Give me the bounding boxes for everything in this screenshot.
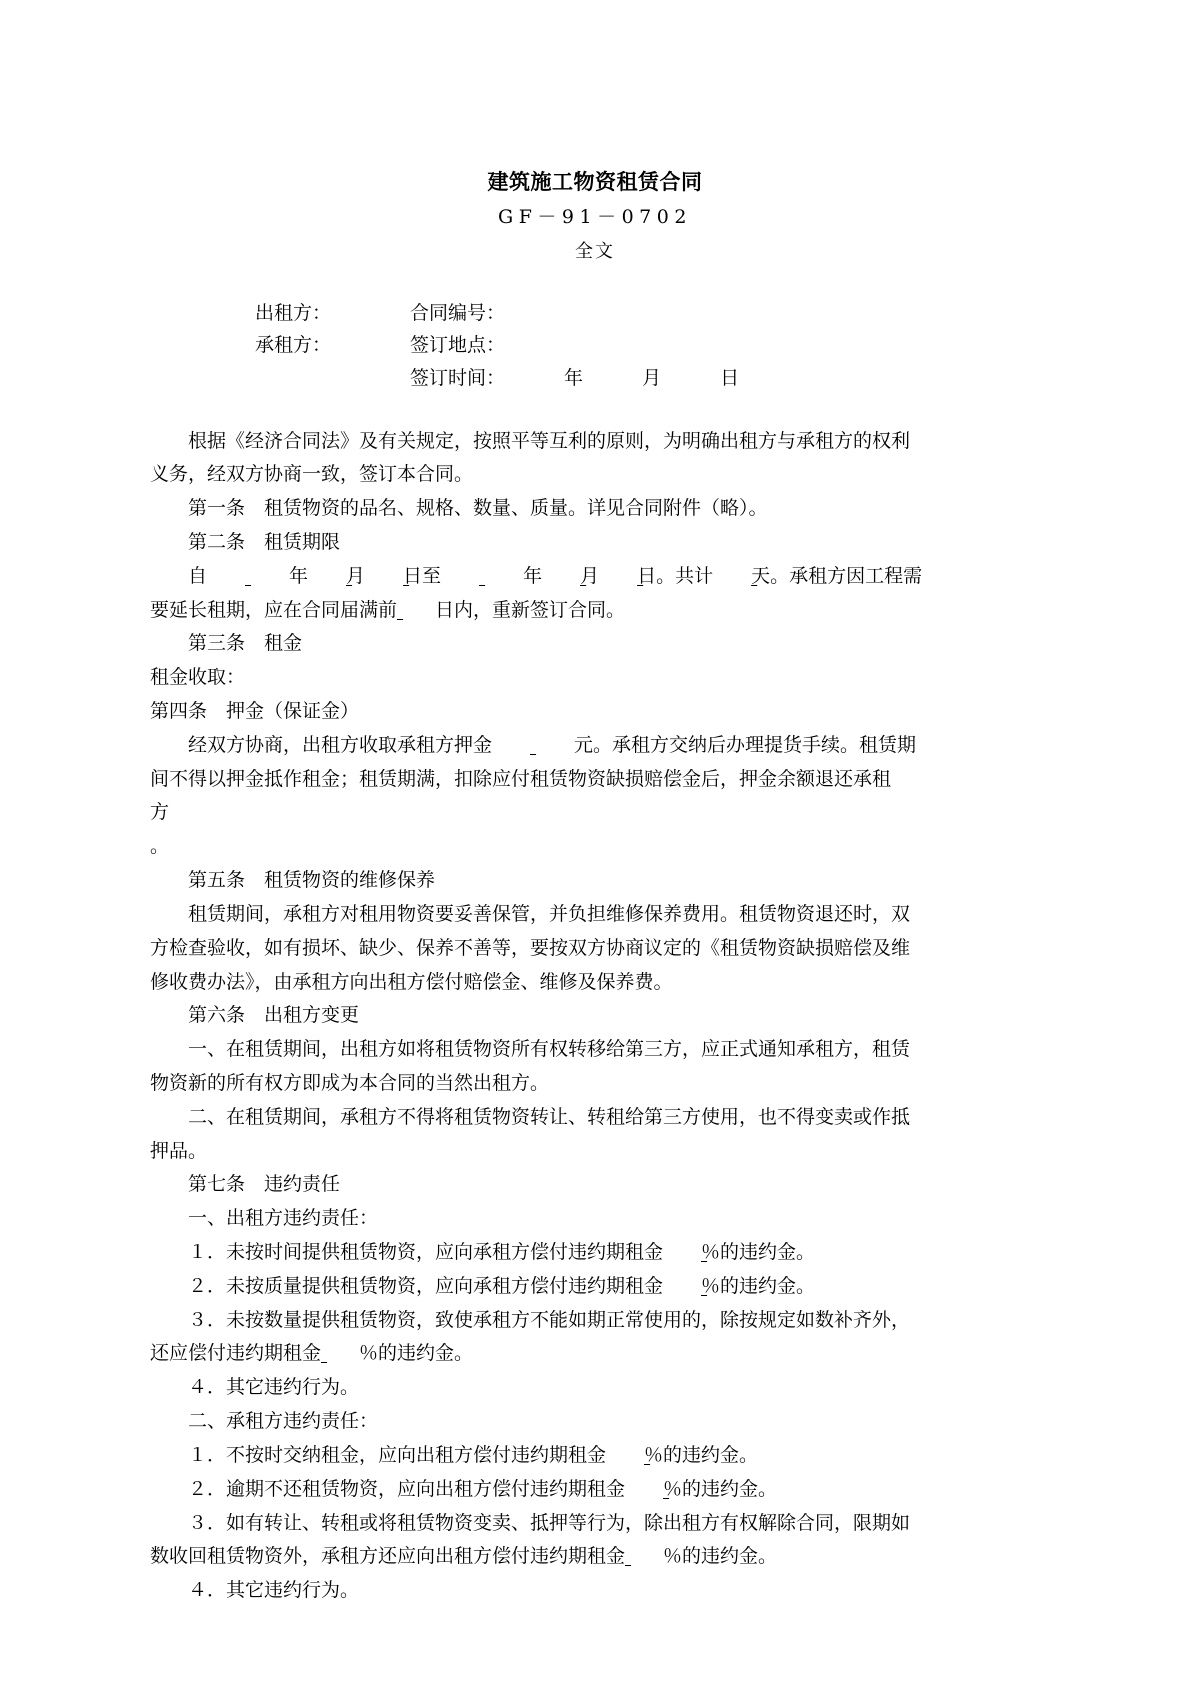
article-4-line-1 xyxy=(150,729,1040,763)
preamble-paragraph-cont xyxy=(150,458,1040,492)
preamble-paragraph xyxy=(150,425,1040,459)
meta-row-sign-time xyxy=(255,362,1040,395)
a7-le2-b: ％的违约金。 xyxy=(663,1477,778,1500)
blank-lessee-penalty-3[interactable] xyxy=(625,1540,663,1574)
a7-lr1-a: １．未按时间提供租赁物资，应向承租方偿付违约期租金 xyxy=(188,1241,664,1264)
blank-end-year[interactable] xyxy=(441,560,523,594)
article-7-lessee-item-1 xyxy=(150,1439,1040,1473)
meta-row-lessor xyxy=(255,297,1040,330)
a5-l2: 方检查验收，如有损坏、缺少、保养不善等，要按双方协商议定的《租赁物资缺损赔偿及维 xyxy=(150,936,911,959)
a5-l1: 租赁期间，承租方对租用物资要妥善保管，并负担维修保养费用。租赁物资退还时，双 xyxy=(188,902,911,925)
article-7-lessor-heading xyxy=(150,1202,1040,1236)
a7-lr4: ４．其它违约行为。 xyxy=(188,1376,360,1399)
a2-tail: 天。承租方因工程需 xyxy=(751,564,923,587)
document-subtitle: 全文 xyxy=(575,240,615,262)
article-4-line-2 xyxy=(150,763,1040,797)
a7-le1-b: ％的违约金。 xyxy=(644,1443,759,1466)
article-3-line xyxy=(150,661,1040,695)
a4-l2: 间不得以押金抵作租金；租赁期满，扣除应付租赁物资缺损赔偿金后，押金余额退还承租 xyxy=(150,767,892,790)
article-5-title-text: 第五条 租赁物资的维修保养 xyxy=(188,869,436,892)
a7-lr3-l1: ３．未按数量提供租赁物资，致使承租方不能如期正常使用的，除按规定如数补齐外， xyxy=(188,1308,911,1331)
document-code: GF－91－0702 xyxy=(498,206,692,229)
a4-l1-a: 经双方协商，出租方收取承租方押金 xyxy=(188,733,493,756)
article-1-text: 第一条 租赁物资的品名、规格、数量、质量。详见合同附件（略）。 xyxy=(188,497,768,520)
a7-lessee-heading-text: 二、承租方违约责任： xyxy=(188,1410,379,1433)
a7-le3-l1: ３．如有转让、转租或将租赁物资变卖、抵押等行为，除出租方有权解除合同，限期如 xyxy=(188,1511,911,1534)
a2-l2-b: 日内，重新签订合同。 xyxy=(435,598,626,621)
blank-extend-days[interactable] xyxy=(397,594,435,628)
article-2-line-1 xyxy=(150,560,1040,594)
article-6-title xyxy=(150,999,1040,1033)
sign-time-label: 签订时间： xyxy=(410,366,506,389)
article-3-line-text: 租金收取： xyxy=(150,666,246,689)
article-5-line-1 xyxy=(150,898,1040,932)
parties-meta-block xyxy=(150,297,1040,395)
a2-total: 日。共计 xyxy=(637,564,714,587)
a2-day-to: 日至 xyxy=(403,564,442,587)
article-6-item-1-cont xyxy=(150,1067,1040,1101)
blank-lessee-penalty-1[interactable] xyxy=(606,1439,644,1473)
a4-l4: 。 xyxy=(150,835,170,858)
a2-month-1: 月 xyxy=(346,564,366,587)
article-7-title xyxy=(150,1168,1040,1202)
sign-date-fields xyxy=(511,362,739,395)
article-3-title-text: 第三条 租金 xyxy=(188,632,303,655)
a7-le1-a: １．不按时交纳租金，应向出租方偿付违约期租金 xyxy=(188,1443,607,1466)
article-7-lessee-item-2 xyxy=(150,1473,1040,1507)
lessor-label: 出租方： xyxy=(255,301,332,324)
a7-le3-l2a: 数收回租赁物资外，承租方还应向出租方偿付违约期租金 xyxy=(150,1545,626,1568)
blank-lessor-penalty-2[interactable] xyxy=(663,1270,701,1304)
article-4-title xyxy=(150,695,1040,729)
a2-month-2: 月 xyxy=(580,564,600,587)
lessee-label: 承租方： xyxy=(255,334,332,357)
blank-start-day[interactable] xyxy=(365,560,403,594)
preamble-line-1: 根据《经济合同法》及有关规定，按照平等互利的原则，为明确出租方与承租方的权利 xyxy=(188,429,911,452)
day-unit: 日 xyxy=(720,366,740,389)
article-7-lessor-item-3-cont xyxy=(150,1337,1040,1371)
blank-end-day[interactable] xyxy=(599,560,637,594)
a6-i2-l2: 押品。 xyxy=(150,1139,208,1162)
article-6-item-1 xyxy=(150,1033,1040,1067)
a6-i1-l1: 一、在租赁期间，出租方如将租赁物资所有权转移给第三方，应正式通知承租方，租赁 xyxy=(188,1038,911,1061)
document-body xyxy=(150,425,1040,1608)
month-unit: 月 xyxy=(642,366,662,389)
article-6-item-2 xyxy=(150,1101,1040,1135)
sign-place-label: 签订地点： xyxy=(410,334,506,357)
article-5-line-3 xyxy=(150,966,1040,1000)
a4-l1-b: 元。承租方交纳后办理提货手续。租赁期 xyxy=(574,733,917,756)
a2-year-1: 年 xyxy=(289,564,309,587)
document-title: 建筑施工物资租赁合同 xyxy=(487,169,703,194)
a7-le4: ４．其它违约行为。 xyxy=(188,1579,360,1602)
a7-lr1-b: ％的违约金。 xyxy=(701,1241,816,1264)
article-2-title xyxy=(150,526,1040,560)
article-2-line-2 xyxy=(150,594,1040,628)
preamble-line-2: 义务，经双方协商一致，签订本合同。 xyxy=(150,463,474,486)
article-7-lessee-item-3 xyxy=(150,1507,1040,1541)
article-7-lessee-item-3-cont xyxy=(150,1540,1040,1574)
a7-lr2-b: ％的违约金。 xyxy=(701,1274,816,1297)
a7-lr3-l2a: 还应偿付违约期租金 xyxy=(150,1342,322,1365)
a7-lr2-a: ２．未按质量提供租赁物资，应向承租方偿付违约期租金 xyxy=(188,1274,664,1297)
a6-i2-l1: 二、在租赁期间，承租方不得将租赁物资转让、转租给第三方使用，也不得变卖或作抵 xyxy=(188,1105,911,1128)
article-7-lessor-item-3 xyxy=(150,1304,1040,1338)
blank-lessee-penalty-2[interactable] xyxy=(625,1473,663,1507)
article-5-line-2 xyxy=(150,932,1040,966)
blank-total-days[interactable] xyxy=(713,560,751,594)
article-4-title-text: 第四条 押金（保证金） xyxy=(150,700,360,723)
article-3-title xyxy=(150,627,1040,661)
a7-le2-a: ２．逾期不还租赁物资，应向出租方偿付违约期租金 xyxy=(188,1477,626,1500)
article-7-lessor-item-1 xyxy=(150,1236,1040,1270)
a6-i1-l2: 物资新的所有权方即成为本合同的当然出租方。 xyxy=(150,1071,550,1094)
article-5-title xyxy=(150,864,1040,898)
article-1 xyxy=(150,492,1040,526)
a7-lessor-heading-text: 一、出租方违约责任： xyxy=(188,1207,379,1230)
a7-lr3-l2b: ％的违约金。 xyxy=(359,1342,474,1365)
sign-time-group xyxy=(410,362,739,395)
title-block xyxy=(150,0,1040,267)
blank-start-month[interactable] xyxy=(308,560,346,594)
article-7-lessor-item-4 xyxy=(150,1371,1040,1405)
article-2-title-text: 第二条 租赁期限 xyxy=(188,530,341,553)
blank-start-year[interactable] xyxy=(207,560,289,594)
article-4-line-4 xyxy=(150,830,1040,864)
blank-lessor-penalty-1[interactable] xyxy=(663,1236,701,1270)
a2-l2-a: 要延长租期，应在合同届满前 xyxy=(150,598,398,621)
a5-l3: 修收费办法》，由承租方向出租方偿付赔偿金、维修及保养费。 xyxy=(150,970,673,993)
article-4-line-3 xyxy=(150,796,1040,830)
blank-lessor-penalty-3[interactable] xyxy=(321,1337,359,1371)
meta-row-lessee xyxy=(255,329,1040,362)
article-6-title-text: 第六条 出租方变更 xyxy=(188,1004,360,1027)
article-6-item-2-cont xyxy=(150,1135,1040,1169)
a2-self: 自 xyxy=(188,564,208,587)
article-7-lessor-item-2 xyxy=(150,1270,1040,1304)
year-unit: 年 xyxy=(564,366,584,389)
a2-year-2: 年 xyxy=(523,564,543,587)
a4-l3: 方 xyxy=(150,801,170,824)
article-7-title-text: 第七条 违约责任 xyxy=(188,1173,341,1196)
contract-no-label: 合同编号： xyxy=(410,301,506,324)
blank-deposit-amount[interactable] xyxy=(492,729,574,763)
blank-end-month[interactable] xyxy=(542,560,580,594)
article-7-lessee-item-4 xyxy=(150,1574,1040,1608)
a7-le3-l2b: ％的违约金。 xyxy=(663,1545,778,1568)
article-7-lessee-heading xyxy=(150,1405,1040,1439)
